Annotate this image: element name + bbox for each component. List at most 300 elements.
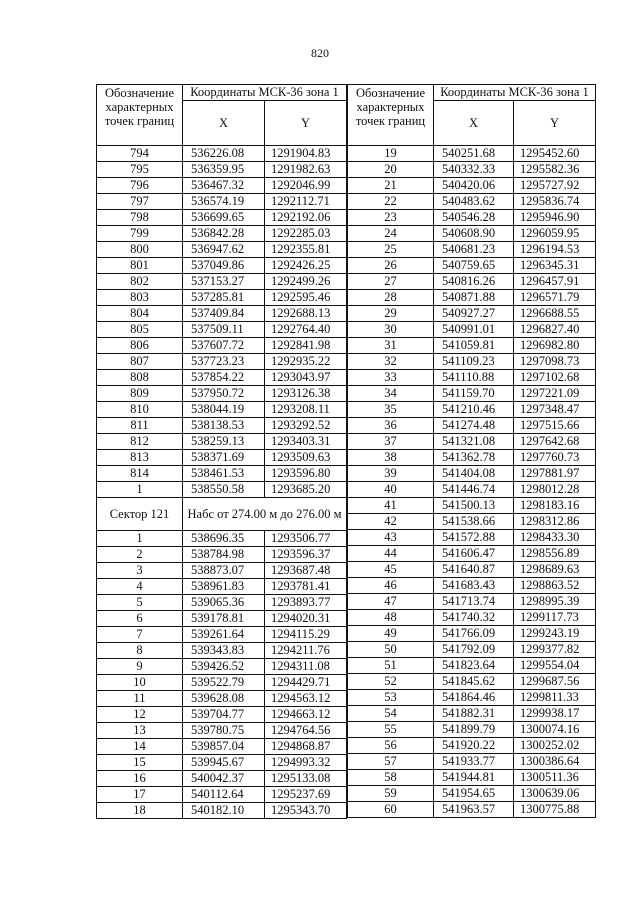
y-value-cell: 1299377.82 xyxy=(514,642,596,658)
point-number-cell: 16 xyxy=(97,771,183,787)
table-row xyxy=(97,338,347,354)
x-value-cell: 541944.81 xyxy=(434,770,514,786)
point-number-cell: 58 xyxy=(348,770,434,786)
x-value-cell: 541606.47 xyxy=(434,546,514,562)
x-value-cell: 538550.58 xyxy=(183,482,265,498)
x-value-cell: 540608.90 xyxy=(434,226,514,242)
y-value-cell: 1299938.17 xyxy=(514,706,596,722)
table-row xyxy=(348,658,596,674)
point-number-cell: 35 xyxy=(348,402,434,418)
y-value-cell: 1295237.69 xyxy=(265,787,347,803)
coordinates-table-left xyxy=(96,84,347,819)
point-number-cell: 15 xyxy=(97,755,183,771)
point-number-cell: 9 xyxy=(97,659,183,675)
table-row xyxy=(97,466,347,482)
y-value-cell: 1298183.16 xyxy=(514,498,596,514)
y-value-cell: 1296457.91 xyxy=(514,274,596,290)
x-value-cell: 539065.36 xyxy=(183,595,265,611)
y-value-cell: 1294429.71 xyxy=(265,675,347,691)
point-number-cell: 56 xyxy=(348,738,434,754)
x-header: X xyxy=(434,101,514,146)
x-value-cell: 540816.26 xyxy=(434,274,514,290)
x-value-cell: 541446.74 xyxy=(434,482,514,498)
point-number-cell: 812 xyxy=(97,434,183,450)
x-value-cell: 536842.28 xyxy=(183,226,265,242)
table-row xyxy=(348,418,596,434)
point-number-cell: 814 xyxy=(97,466,183,482)
y-value-cell: 1292935.22 xyxy=(265,354,347,370)
point-number-cell: 7 xyxy=(97,627,183,643)
x-value-cell: 541640.87 xyxy=(434,562,514,578)
point-number-cell: 44 xyxy=(348,546,434,562)
table-row xyxy=(97,322,347,338)
point-number-cell: 803 xyxy=(97,290,183,306)
table-row xyxy=(348,722,596,738)
point-number-cell: 51 xyxy=(348,658,434,674)
x-value-cell: 540042.37 xyxy=(183,771,265,787)
x-value-cell: 541864.46 xyxy=(434,690,514,706)
y-value-cell: 1294311.08 xyxy=(265,659,347,675)
table-row xyxy=(97,579,347,595)
table-row xyxy=(348,530,596,546)
y-value-cell: 1296571.79 xyxy=(514,290,596,306)
table-row xyxy=(97,274,347,290)
table-row xyxy=(348,178,596,194)
y-value-cell: 1291904.83 xyxy=(265,146,347,162)
point-number-cell: 55 xyxy=(348,722,434,738)
point-label-header: Обозначение характерных точек границ xyxy=(348,85,434,146)
point-number-cell: 42 xyxy=(348,514,434,530)
point-number-cell: 800 xyxy=(97,242,183,258)
y-value-cell: 1298012.28 xyxy=(514,482,596,498)
y-value-cell: 1293596.80 xyxy=(265,466,347,482)
point-number-cell: 805 xyxy=(97,322,183,338)
table-row xyxy=(348,642,596,658)
point-number-cell: 21 xyxy=(348,178,434,194)
table-row xyxy=(348,674,596,690)
y-value-cell: 1293043.97 xyxy=(265,370,347,386)
table-row xyxy=(348,578,596,594)
table-row xyxy=(348,210,596,226)
table-row xyxy=(348,226,596,242)
point-number-cell: 809 xyxy=(97,386,183,402)
point-number-cell: 41 xyxy=(348,498,434,514)
table-row xyxy=(97,258,347,274)
point-number-cell: 796 xyxy=(97,178,183,194)
point-number-cell: 33 xyxy=(348,370,434,386)
y-value-cell: 1296345.31 xyxy=(514,258,596,274)
point-number-cell: 801 xyxy=(97,258,183,274)
y-value-cell: 1292112.71 xyxy=(265,194,347,210)
y-value-cell: 1297881.97 xyxy=(514,466,596,482)
x-value-cell: 541713.74 xyxy=(434,594,514,610)
x-value-cell: 536226.08 xyxy=(183,146,265,162)
x-value-cell: 539261.64 xyxy=(183,627,265,643)
y-value-cell: 1292426.25 xyxy=(265,258,347,274)
coords-group-header: Координаты МСК-36 зона 1 xyxy=(183,85,347,101)
point-number-cell: 43 xyxy=(348,530,434,546)
x-header: X xyxy=(183,101,265,146)
y-value-cell: 1295946.90 xyxy=(514,210,596,226)
y-value-cell: 1296688.55 xyxy=(514,306,596,322)
table-row xyxy=(97,402,347,418)
y-value-cell: 1294020.31 xyxy=(265,611,347,627)
point-number-cell: 46 xyxy=(348,578,434,594)
x-value-cell: 541920.22 xyxy=(434,738,514,754)
table-row xyxy=(97,707,347,723)
y-value-cell: 1298433.30 xyxy=(514,530,596,546)
point-number-cell: 6 xyxy=(97,611,183,627)
table-row xyxy=(348,594,596,610)
table-row xyxy=(348,146,596,162)
point-number-cell: 2 xyxy=(97,547,183,563)
table-row xyxy=(97,354,347,370)
y-value-cell: 1293596.37 xyxy=(265,547,347,563)
table-row xyxy=(97,595,347,611)
y-value-cell: 1295452.60 xyxy=(514,146,596,162)
point-number-cell: 18 xyxy=(97,803,183,819)
table-row xyxy=(348,562,596,578)
point-number-cell: 48 xyxy=(348,610,434,626)
table-row xyxy=(348,274,596,290)
sector-row xyxy=(97,498,347,531)
point-number-cell: 1 xyxy=(97,482,183,498)
x-value-cell: 536359.95 xyxy=(183,162,265,178)
point-number-cell: 17 xyxy=(97,787,183,803)
x-value-cell: 538044.19 xyxy=(183,402,265,418)
table-row xyxy=(97,242,347,258)
table-row xyxy=(97,306,347,322)
x-value-cell: 541954.65 xyxy=(434,786,514,802)
table-row xyxy=(348,770,596,786)
y-value-cell: 1291982.63 xyxy=(265,162,347,178)
table-row xyxy=(348,626,596,642)
point-number-cell: 30 xyxy=(348,322,434,338)
point-number-cell: 11 xyxy=(97,691,183,707)
table-row xyxy=(348,802,596,818)
point-number-cell: 34 xyxy=(348,386,434,402)
table-row xyxy=(97,450,347,466)
point-number-cell: 23 xyxy=(348,210,434,226)
table-row xyxy=(348,690,596,706)
table-row xyxy=(348,482,596,498)
x-value-cell: 541538.66 xyxy=(434,514,514,530)
point-number-cell: 808 xyxy=(97,370,183,386)
y-value-cell: 1299687.56 xyxy=(514,674,596,690)
y-value-cell: 1293509.63 xyxy=(265,450,347,466)
point-number-cell: 29 xyxy=(348,306,434,322)
point-number-cell: 19 xyxy=(348,146,434,162)
point-number-cell: 49 xyxy=(348,626,434,642)
y-value-cell: 1293781.41 xyxy=(265,579,347,595)
x-value-cell: 541321.08 xyxy=(434,434,514,450)
table-row xyxy=(348,194,596,210)
table-row xyxy=(97,739,347,755)
table-row xyxy=(97,691,347,707)
y-value-cell: 1292046.99 xyxy=(265,178,347,194)
y-value-cell: 1293893.77 xyxy=(265,595,347,611)
point-number-cell: 3 xyxy=(97,563,183,579)
x-value-cell: 538784.98 xyxy=(183,547,265,563)
table-row xyxy=(348,370,596,386)
y-value-cell: 1299117.73 xyxy=(514,610,596,626)
x-value-cell: 541899.79 xyxy=(434,722,514,738)
y-value-cell: 1300074.16 xyxy=(514,722,596,738)
y-value-cell: 1294868.87 xyxy=(265,739,347,755)
point-number-cell: 802 xyxy=(97,274,183,290)
y-value-cell: 1292595.46 xyxy=(265,290,347,306)
x-value-cell: 537607.72 xyxy=(183,338,265,354)
point-number-cell: 54 xyxy=(348,706,434,722)
point-number-cell: 5 xyxy=(97,595,183,611)
y-value-cell: 1295343.70 xyxy=(265,803,347,819)
coords-group-header: Координаты МСК-36 зона 1 xyxy=(434,85,596,101)
point-number-cell: 8 xyxy=(97,643,183,659)
point-number-cell: 28 xyxy=(348,290,434,306)
table-row xyxy=(348,610,596,626)
point-number-cell: 52 xyxy=(348,674,434,690)
table-row xyxy=(97,290,347,306)
y-value-cell: 1300511.36 xyxy=(514,770,596,786)
table-row xyxy=(348,338,596,354)
table-row xyxy=(97,787,347,803)
point-number-cell: 12 xyxy=(97,707,183,723)
y-value-cell: 1292764.40 xyxy=(265,322,347,338)
x-value-cell: 539426.52 xyxy=(183,659,265,675)
header-row xyxy=(348,85,596,101)
y-value-cell: 1298556.89 xyxy=(514,546,596,562)
table-row xyxy=(348,706,596,722)
x-value-cell: 540681.23 xyxy=(434,242,514,258)
header-row xyxy=(97,85,347,101)
y-value-cell: 1296059.95 xyxy=(514,226,596,242)
x-value-cell: 539945.67 xyxy=(183,755,265,771)
point-number-cell: 53 xyxy=(348,690,434,706)
x-value-cell: 536574.19 xyxy=(183,194,265,210)
x-value-cell: 540112.64 xyxy=(183,787,265,803)
point-number-cell: 45 xyxy=(348,562,434,578)
x-value-cell: 540420.06 xyxy=(434,178,514,194)
y-value-cell: 1298689.63 xyxy=(514,562,596,578)
y-value-cell: 1294663.12 xyxy=(265,707,347,723)
x-value-cell: 539780.75 xyxy=(183,723,265,739)
table-row xyxy=(97,178,347,194)
x-value-cell: 539343.83 xyxy=(183,643,265,659)
table-row xyxy=(348,354,596,370)
y-value-cell: 1293403.31 xyxy=(265,434,347,450)
point-number-cell: 795 xyxy=(97,162,183,178)
table-row xyxy=(97,563,347,579)
x-value-cell: 541362.78 xyxy=(434,450,514,466)
y-value-cell: 1293687.48 xyxy=(265,563,347,579)
point-number-cell: 794 xyxy=(97,146,183,162)
point-number-cell: 39 xyxy=(348,466,434,482)
x-value-cell: 540991.01 xyxy=(434,322,514,338)
point-number-cell: 4 xyxy=(97,579,183,595)
x-value-cell: 541933.77 xyxy=(434,754,514,770)
x-value-cell: 536467.32 xyxy=(183,178,265,194)
point-number-cell: 799 xyxy=(97,226,183,242)
x-value-cell: 539704.77 xyxy=(183,707,265,723)
x-value-cell: 541882.31 xyxy=(434,706,514,722)
point-number-cell: 24 xyxy=(348,226,434,242)
x-value-cell: 540927.27 xyxy=(434,306,514,322)
y-value-cell: 1296194.53 xyxy=(514,242,596,258)
table-row xyxy=(97,226,347,242)
table-row xyxy=(348,434,596,450)
table-row xyxy=(97,659,347,675)
table-row xyxy=(97,210,347,226)
x-value-cell: 537285.81 xyxy=(183,290,265,306)
point-number-cell: 804 xyxy=(97,306,183,322)
y-value-cell: 1297348.47 xyxy=(514,402,596,418)
y-value-cell: 1299554.04 xyxy=(514,658,596,674)
x-value-cell: 541683.43 xyxy=(434,578,514,594)
point-number-cell: 36 xyxy=(348,418,434,434)
y-value-cell: 1292355.81 xyxy=(265,242,347,258)
point-number-cell: 798 xyxy=(97,210,183,226)
x-value-cell: 541159.70 xyxy=(434,386,514,402)
y-value-cell: 1295727.92 xyxy=(514,178,596,194)
y-value-cell: 1295836.74 xyxy=(514,194,596,210)
point-number-cell: 31 xyxy=(348,338,434,354)
table-row xyxy=(97,162,347,178)
x-value-cell: 541792.09 xyxy=(434,642,514,658)
point-number-cell: 40 xyxy=(348,482,434,498)
table-row xyxy=(348,498,596,514)
y-value-cell: 1292499.26 xyxy=(265,274,347,290)
coordinates-table-right xyxy=(347,84,596,818)
x-value-cell: 539522.79 xyxy=(183,675,265,691)
y-value-cell: 1300775.88 xyxy=(514,802,596,818)
x-value-cell: 540759.65 xyxy=(434,258,514,274)
table-row xyxy=(97,482,347,498)
table-row xyxy=(348,386,596,402)
x-value-cell: 541109.23 xyxy=(434,354,514,370)
x-value-cell: 541740.32 xyxy=(434,610,514,626)
y-value-cell: 1294764.56 xyxy=(265,723,347,739)
y-value-cell: 1294993.32 xyxy=(265,755,347,771)
table-row xyxy=(348,402,596,418)
y-value-cell: 1299811.33 xyxy=(514,690,596,706)
y-value-cell: 1297515.66 xyxy=(514,418,596,434)
x-value-cell: 537723.23 xyxy=(183,354,265,370)
table-row xyxy=(97,386,347,402)
point-label-header: Обозначение характерных точек границ xyxy=(97,85,183,146)
table-row xyxy=(97,643,347,659)
table-row xyxy=(97,771,347,787)
point-number-cell: 47 xyxy=(348,594,434,610)
point-number-cell: 810 xyxy=(97,402,183,418)
x-value-cell: 541845.62 xyxy=(434,674,514,690)
x-value-cell: 539178.81 xyxy=(183,611,265,627)
x-value-cell: 541274.48 xyxy=(434,418,514,434)
table-row xyxy=(348,322,596,338)
x-value-cell: 540483.62 xyxy=(434,194,514,210)
point-number-cell: 26 xyxy=(348,258,434,274)
sector-label: Сектор 121 xyxy=(97,498,183,531)
y-value-cell: 1296982.80 xyxy=(514,338,596,354)
table-row xyxy=(97,675,347,691)
y-value-cell: 1292841.98 xyxy=(265,338,347,354)
table-row xyxy=(348,786,596,802)
point-number-cell: 38 xyxy=(348,450,434,466)
x-value-cell: 540546.28 xyxy=(434,210,514,226)
x-value-cell: 538371.69 xyxy=(183,450,265,466)
x-value-cell: 540251.68 xyxy=(434,146,514,162)
point-number-cell: 25 xyxy=(348,242,434,258)
y-value-cell: 1293685.20 xyxy=(265,482,347,498)
table-row xyxy=(97,418,347,434)
table-row xyxy=(97,627,347,643)
y-value-cell: 1297102.68 xyxy=(514,370,596,386)
x-value-cell: 538138.53 xyxy=(183,418,265,434)
x-value-cell: 537854.22 xyxy=(183,370,265,386)
y-value-cell: 1297221.09 xyxy=(514,386,596,402)
page-number: 820 xyxy=(311,46,329,60)
y-value-cell: 1295582.36 xyxy=(514,162,596,178)
table-row xyxy=(348,306,596,322)
x-value-cell: 538259.13 xyxy=(183,434,265,450)
sector-height-note: Набс от 274.00 м до 276.00 м xyxy=(183,498,347,531)
x-value-cell: 540182.10 xyxy=(183,803,265,819)
point-number-cell: 807 xyxy=(97,354,183,370)
x-value-cell: 541404.08 xyxy=(434,466,514,482)
table-row xyxy=(348,738,596,754)
point-number-cell: 813 xyxy=(97,450,183,466)
y-value-cell: 1293208.11 xyxy=(265,402,347,418)
y-value-cell: 1292285.03 xyxy=(265,226,347,242)
x-value-cell: 536699.65 xyxy=(183,210,265,226)
x-value-cell: 541572.88 xyxy=(434,530,514,546)
table-row xyxy=(97,194,347,210)
y-value-cell: 1297098.73 xyxy=(514,354,596,370)
y-value-cell: 1296827.40 xyxy=(514,322,596,338)
y-value-cell: 1298312.86 xyxy=(514,514,596,530)
x-value-cell: 540332.33 xyxy=(434,162,514,178)
y-value-cell: 1297760.73 xyxy=(514,450,596,466)
y-value-cell: 1300252.02 xyxy=(514,738,596,754)
point-number-cell: 1 xyxy=(97,531,183,547)
x-value-cell: 541110.88 xyxy=(434,370,514,386)
x-value-cell: 541210.46 xyxy=(434,402,514,418)
x-value-cell: 538461.53 xyxy=(183,466,265,482)
table-row xyxy=(97,531,347,547)
y-value-cell: 1300386.64 xyxy=(514,754,596,770)
x-value-cell: 541823.64 xyxy=(434,658,514,674)
point-number-cell: 14 xyxy=(97,739,183,755)
table-row xyxy=(97,146,347,162)
y-value-cell: 1298863.52 xyxy=(514,578,596,594)
x-value-cell: 538873.07 xyxy=(183,563,265,579)
table-row xyxy=(348,546,596,562)
y-value-cell: 1299243.19 xyxy=(514,626,596,642)
y-value-cell: 1295133.08 xyxy=(265,771,347,787)
y-value-cell: 1294211.76 xyxy=(265,643,347,659)
x-value-cell: 541963.57 xyxy=(434,802,514,818)
table-body-right xyxy=(348,85,596,818)
y-value-cell: 1298995.39 xyxy=(514,594,596,610)
point-number-cell: 37 xyxy=(348,434,434,450)
table-row xyxy=(97,803,347,819)
table-row xyxy=(348,290,596,306)
x-value-cell: 537409.84 xyxy=(183,306,265,322)
x-value-cell: 538961.83 xyxy=(183,579,265,595)
point-number-cell: 806 xyxy=(97,338,183,354)
table-body-left xyxy=(97,85,347,819)
x-value-cell: 541500.13 xyxy=(434,498,514,514)
point-number-cell: 60 xyxy=(348,802,434,818)
